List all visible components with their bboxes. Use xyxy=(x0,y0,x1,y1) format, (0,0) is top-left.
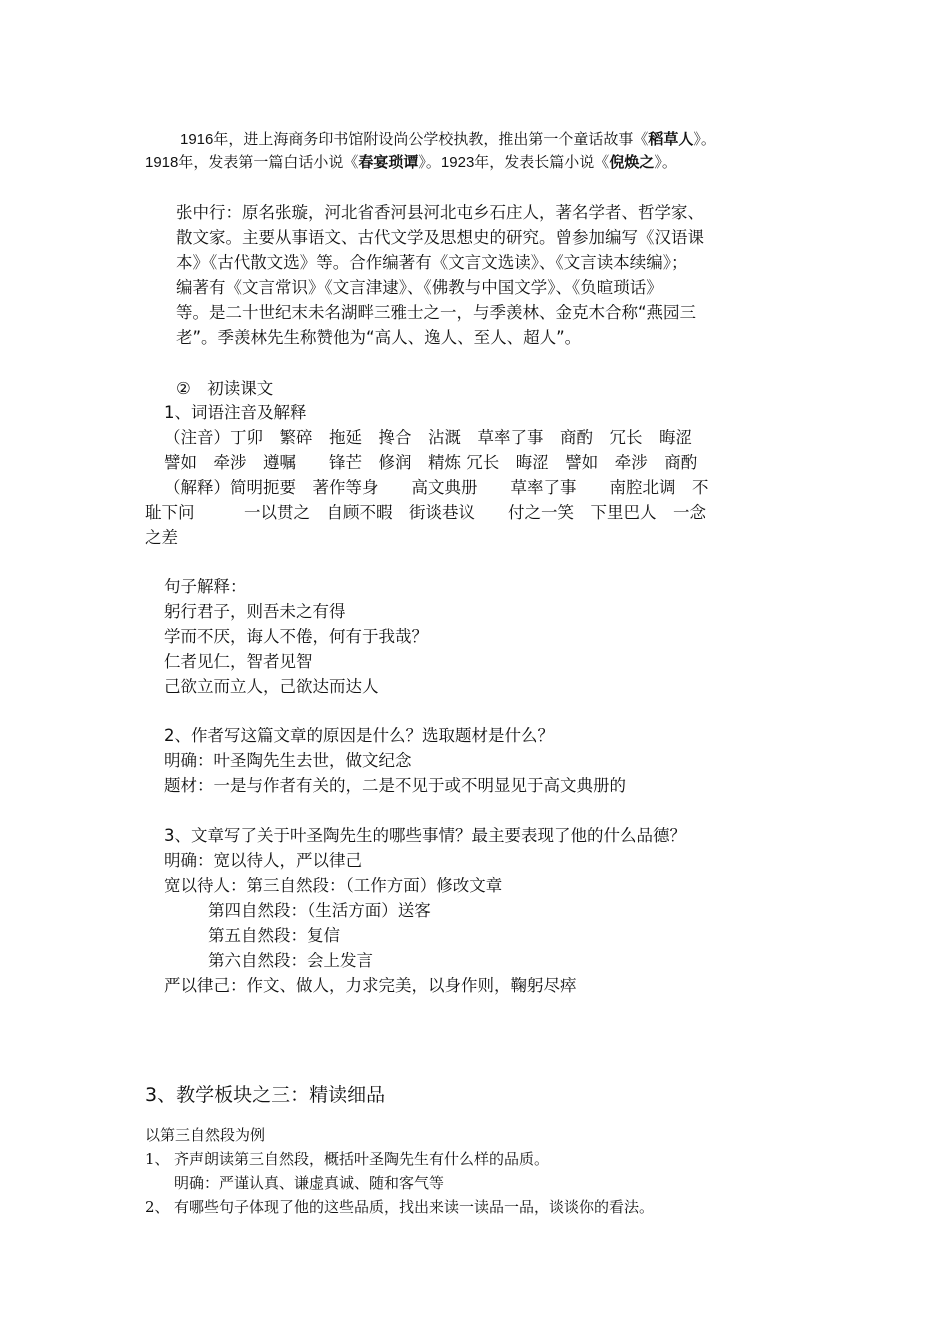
question-2: 2、作者写这篇文章的原因是什么？选取题材是什么？ xyxy=(164,726,554,745)
intro-text: 年，发表第一篇白话小说《 xyxy=(178,153,359,171)
para5-line: 第五自然段：复信 xyxy=(208,926,340,945)
material-2: 题材：一是与作者有关的，二是不见于或不明显见于高文典册的 xyxy=(164,776,626,795)
intro-text: 》。 xyxy=(654,153,677,171)
intro-text: 》。 xyxy=(418,153,441,171)
intro-line-1 xyxy=(180,128,716,151)
intro-text: 》。 xyxy=(693,130,716,148)
work-title-chunyan: 春宴琐谭 xyxy=(358,153,419,171)
explain-line-1: （解释）简明扼要 著作等身 高文典册 草率了事 南腔北调 不 xyxy=(164,478,709,497)
section-3-title: 3、教学板块之三：精读细品 xyxy=(145,1084,386,1106)
answer-2: 明确：叶圣陶先生去世，做文纪念 xyxy=(164,751,412,770)
pinyin-line-1: （注音）丁卯 繁碎 拖延 搀合 沾溉 草率了事 商酌 冗长 晦涩 xyxy=(164,428,692,447)
sentence-item: 己欲立而立人，己欲达而达人 xyxy=(164,677,379,696)
paragraph-line: 编著有《文言常识》《文言津逮》、《佛教与中国文学》、《负暄琐话》 xyxy=(176,278,663,297)
pinyin-line-2: 譬如 牵涉 遵嘱 锋芒 修润 精炼 冗长 晦涩 譬如 牵涉 商酌 xyxy=(164,453,698,472)
year-1923: 1923 xyxy=(440,154,475,171)
kuan-line: 宽以待人：第三自然段：（工作方面）修改文章 xyxy=(164,876,503,895)
sentences-title: 句子解释： xyxy=(164,577,247,596)
sentence-item: 躬行君子，则吾未之有得 xyxy=(164,602,346,621)
paragraph-line: 老”。季羡林先生称赞他为“高人、逸人、至人、超人”。 xyxy=(176,328,582,347)
explain-line-2: 耻下问 一以贯之 自顾不暇 街谈巷议 付之一笑 下里巴人 一念 xyxy=(145,503,706,522)
sentence-item: 仁者见仁，智者见智 xyxy=(164,652,313,671)
section-3-item-1 xyxy=(145,1148,549,1170)
paragraph-line: 本》《古代散文选》等。合作编著有《文言文选读》、《文言读本续编》； xyxy=(176,253,688,272)
paragraph-line: 散文家。主要从事语文、古代文学及思想史的研究。曾参加编写《汉语课 xyxy=(176,228,704,247)
reading-heading: ② 初读课文 xyxy=(176,379,274,398)
item-number: 1、 xyxy=(145,1150,170,1168)
sentence-item: 学而不厌，诲人不倦，何有于我哉？ xyxy=(164,627,428,646)
para6-line: 第六自然段：会上发言 xyxy=(208,951,373,970)
para4-line: 第四自然段：（生活方面）送客 xyxy=(208,901,431,920)
vocab-title: 1、词语注音及解释 xyxy=(164,403,307,422)
section-3-intro: 以第三自然段为例 xyxy=(145,1126,266,1144)
intro-text: 年，发表长篇小说《 xyxy=(474,153,610,171)
section-3-item-2 xyxy=(145,1196,654,1218)
yan-line: 严以律己：作文、做人，力求完美，以身作则，鞠躬尽瘁 xyxy=(164,976,577,995)
item-text: 有哪些句子体现了他的这些品质，找出来读一读品一品，谈谈你的看法。 xyxy=(174,1198,655,1216)
answer-3: 明确：宽以待人，严以律己 xyxy=(164,851,362,870)
year-1918: 1918 xyxy=(145,154,179,171)
paragraph-line: 等。是二十世纪末未名湖畔三雅士之一，与季羡林、金克木合称“燕园三 xyxy=(176,303,697,322)
explain-line-3: 之差 xyxy=(145,528,178,547)
item-text: 齐声朗读第三自然段，概括叶圣陶先生有什么样的品质。 xyxy=(174,1150,550,1168)
question-3: 3、文章写了关于叶圣陶先生的哪些事情？最主要表现了他的什么品德？ xyxy=(164,826,686,845)
work-title-nihuanzhi: 倪焕之 xyxy=(609,153,655,171)
section-3-item-1-answer: 明确：严谨认真、谦虚真诚、随和客气等 xyxy=(174,1174,445,1192)
paragraph-line: 张中行：原名张璇，河北省香河县河北屯乡石庄人，著名学者、哲学家、 xyxy=(176,203,704,222)
intro-line-2 xyxy=(145,151,677,174)
item-number: 2、 xyxy=(145,1198,170,1216)
work-title-daocaoren: 稻草人 xyxy=(648,130,694,148)
year-1916: 1916 xyxy=(180,131,214,148)
intro-text: 年，进上海商务印书馆附设尚公学校执教，推出第一个童话故事《 xyxy=(213,130,649,148)
